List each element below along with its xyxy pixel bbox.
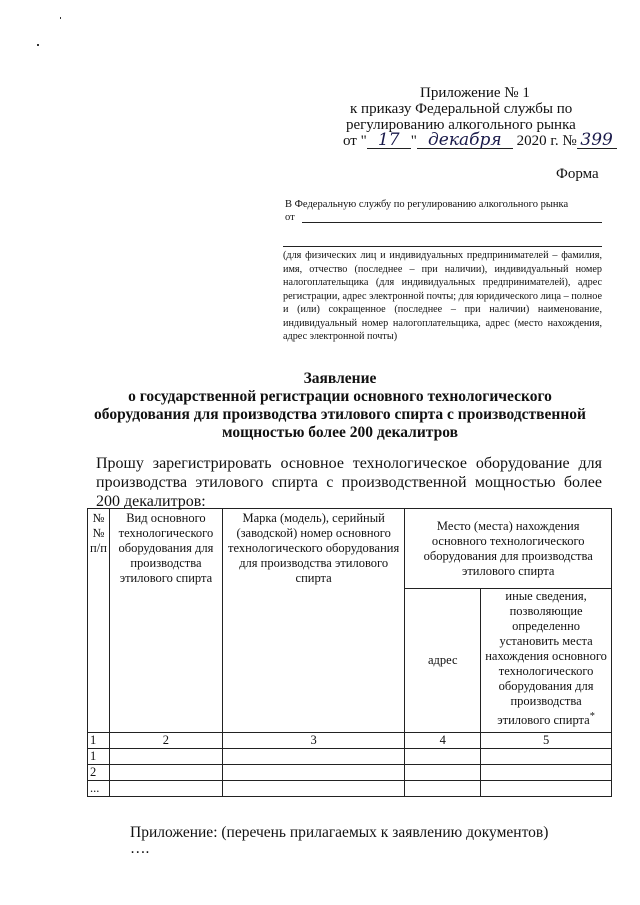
appendix-line-1: Приложение № 1: [420, 85, 530, 101]
appendix-line-3: регулированию алкогольного рынка: [346, 117, 576, 133]
cell-empty: [109, 765, 222, 781]
table-row: [88, 749, 612, 765]
header-address: адрес: [405, 589, 481, 733]
addressee-second-line: [283, 246, 602, 247]
form-label: Форма: [556, 166, 599, 182]
row-label: 2: [88, 765, 110, 781]
cell-empty: [481, 781, 612, 797]
date-mid: ": [410, 133, 417, 149]
cell-empty: [405, 781, 481, 797]
cell-empty: [222, 781, 405, 797]
scan-speck: [60, 17, 61, 19]
title-line-4: мощностью более 200 декалитров: [222, 424, 458, 441]
cell-empty: [222, 749, 405, 765]
col-number-5: 5: [481, 733, 612, 749]
header-type: Вид основного технологического оборудования для производства этилового спирта: [109, 509, 222, 733]
row-label: 1: [88, 749, 110, 765]
addressee-from-line: [302, 222, 602, 223]
date-month: декабря: [417, 132, 513, 149]
cell-empty: [405, 749, 481, 765]
cell-empty: [222, 765, 405, 781]
date-year: 2020 г. №: [516, 133, 577, 149]
date-prefix: от ": [343, 133, 367, 149]
cell-empty: [109, 749, 222, 765]
addressee-hint: (для физических лиц и индивидуальных предпринимателей – фамилия, имя, отчество (последнее – при наличии), индивидуальный номер налогоплательщика (для индивидуальных предпринимателей), адрес регистрации, адрес электронной почты; для юридического лица – полное и (или) сокращенное (последнее – при наличии) наименование, индивидуальный номер налогоплательщика, адрес (место нахождения, адрес электронной почты): [283, 250, 602, 342]
header-num: № № п/п: [88, 509, 110, 733]
row-label: ...: [88, 781, 110, 797]
header-other-info: [481, 589, 612, 733]
scan-speck: [37, 44, 39, 46]
date-day: 17: [367, 132, 411, 149]
cell-empty: [481, 749, 612, 765]
footnote-mark: *: [589, 711, 595, 722]
col-number-1: 1: [88, 733, 110, 749]
header-place: Место (места) нахождения основного технологического оборудования для производства этилового спирта: [405, 509, 612, 589]
addressee-from-label: от: [285, 212, 295, 223]
title-line-1: Заявление: [303, 370, 377, 387]
col-number-3: 3: [222, 733, 405, 749]
cell-empty: [481, 765, 612, 781]
table-row: [88, 781, 612, 797]
table-row: [88, 765, 612, 781]
attachment-label: Приложение: (перечень прилагаемых к заявлению документов): [130, 824, 549, 841]
appendix-date-line: [343, 132, 617, 150]
cell-empty: [405, 765, 481, 781]
equipment-table: [87, 508, 612, 797]
order-number: 399: [577, 132, 617, 149]
title-line-3: оборудования для производства этилового спирта с производственной: [94, 406, 586, 423]
addressee-to: В Федеральную службу по регулированию алкогольного рынка: [285, 199, 569, 210]
header-other-text: иные сведения, позволяющие определенно установить места нахождения основного технологического оборудования для производства этилового спирта: [485, 589, 607, 728]
col-number-4: 4: [405, 733, 481, 749]
request-text: Прошу зарегистрировать основное технологическое оборудование для производства этилового спирта с производственной мощностью более 200 декалитров:: [96, 455, 602, 510]
header-brand: Марка (модель), серийный (заводской) номер основного технологического оборудования для производства этилового спирта: [222, 509, 405, 733]
cell-empty: [109, 781, 222, 797]
attachment-dots: ….: [130, 840, 150, 857]
title-line-2: о государственной регистрации основного технологического: [128, 388, 552, 405]
appendix-line-2: к приказу Федеральной службы по: [350, 101, 573, 117]
col-number-2: 2: [109, 733, 222, 749]
